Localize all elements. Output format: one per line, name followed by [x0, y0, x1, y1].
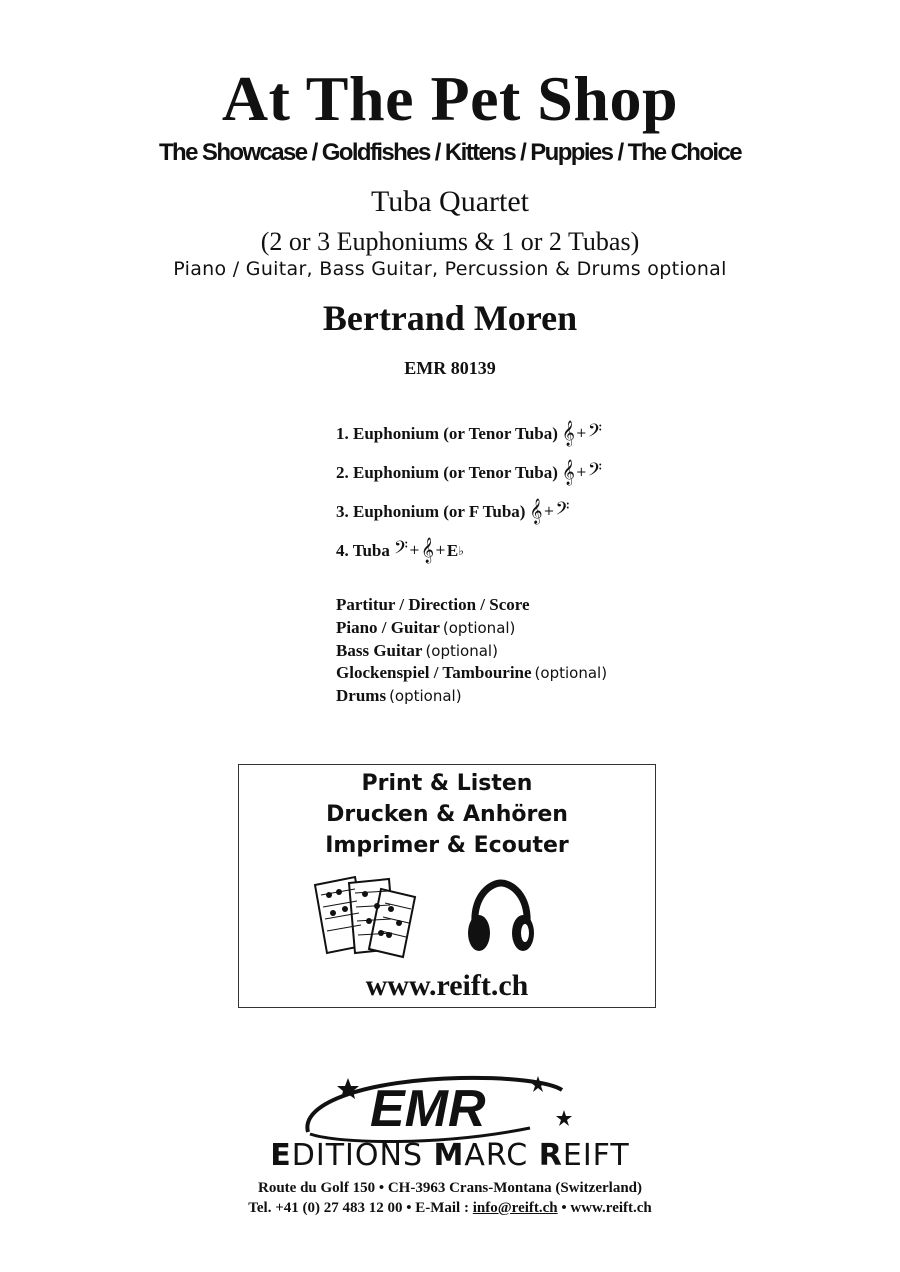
extra-part	[336, 595, 533, 615]
movement-list: The Showcase / Goldfishes / Kittens / Puppies / The Choice	[158, 139, 741, 166]
publisher-contact	[0, 1200, 900, 1217]
print-listen-box	[238, 764, 656, 1008]
publisher-name-part: EIFT	[562, 1138, 630, 1173]
extra-part-note: (optional)	[534, 664, 608, 682]
extra-part-name: Glockenspiel / Tambourine	[336, 663, 532, 682]
catalog-number: EMR 80139	[404, 358, 496, 378]
page-title: At The Pet Shop	[221, 63, 679, 134]
web-text: • www.reift.ch	[557, 1200, 652, 1216]
website-url: www.reift.ch	[365, 969, 529, 1002]
bass-clef-icon: 𝄢	[587, 421, 602, 446]
flat-icon: ♭	[458, 543, 464, 558]
emr-logo	[300, 1072, 590, 1148]
treble-clef-icon: 𝄞	[561, 421, 575, 446]
sheet-music-icon	[311, 873, 423, 959]
publisher-name-part: E	[270, 1138, 292, 1173]
publisher-name-part: DITIONS	[291, 1138, 434, 1173]
extra-part-name: Drums	[336, 686, 387, 705]
publisher-name-part: ARC	[464, 1138, 539, 1173]
part-label: 3. Euphonium (or F Tuba)	[336, 501, 526, 521]
promo-line-en: Print & Listen	[361, 771, 533, 796]
treble-clef-icon: 𝄞	[420, 538, 434, 563]
headphones-icon	[465, 877, 537, 957]
part-line	[336, 460, 602, 485]
optional-instruments-label: Piano / Guitar, Bass Guitar, Percussion & Drums optional	[173, 258, 727, 280]
bass-clef-icon: 𝄢	[393, 538, 409, 563]
extra-part-name: Piano / Guitar	[336, 618, 440, 637]
treble-clef-icon: 𝄞	[529, 499, 543, 524]
part-label: 2. Euphonium (or Tenor Tuba)	[336, 462, 558, 482]
promo-line-de: Drucken & Anhören	[326, 802, 568, 827]
ensemble-label: Tuba Quartet	[370, 185, 530, 218]
clef-group: 𝄞 + 𝄢	[561, 421, 602, 446]
part-line	[336, 538, 464, 563]
bass-clef-icon: 𝄢	[587, 460, 602, 485]
phone-text: Tel. +41 (0) 27 483 12 00 • E-Mail :	[248, 1200, 473, 1216]
extra-part-name: Bass Guitar	[336, 641, 423, 660]
clef-group: 𝄢 + 𝄞 + E ♭	[393, 538, 464, 563]
extra-part	[336, 663, 607, 683]
composer-name: Bertrand Moren	[322, 298, 578, 338]
clef-group: 𝄞 + 𝄢	[529, 499, 570, 524]
star-icon	[556, 1110, 572, 1126]
bass-clef-icon: 𝄢	[555, 499, 570, 524]
part-label: 1. Euphonium (or Tenor Tuba)	[336, 423, 558, 443]
publisher-name-part: M	[433, 1138, 465, 1173]
publisher-address: Route du Golf 150 • CH-3963 Crans-Montana (Switzerland)	[258, 1180, 642, 1196]
extra-part-name: Partitur / Direction / Score	[336, 595, 530, 614]
extra-part	[336, 641, 498, 661]
publisher-name	[0, 1138, 900, 1173]
email-link[interactable]: info@reift.ch	[472, 1200, 558, 1216]
part-line	[336, 499, 570, 524]
extra-part-note: (optional)	[442, 619, 516, 637]
part-label: 4. Tuba	[336, 540, 390, 560]
key-label: E	[446, 540, 459, 560]
logo-text: EMR	[370, 1080, 486, 1138]
extra-part	[336, 686, 462, 706]
promo-line-fr: Imprimer & Ecouter	[325, 833, 569, 858]
extra-part-note: (optional)	[389, 687, 462, 705]
extra-part	[336, 618, 515, 638]
part-line	[336, 421, 602, 446]
treble-clef-icon: 𝄞	[561, 460, 575, 485]
instrumentation-label: (2 or 3 Euphoniums & 1 or 2 Tubas)	[260, 227, 640, 256]
extra-part-note: (optional)	[425, 642, 498, 660]
clef-group: 𝄞 + 𝄢	[561, 460, 602, 485]
publisher-name-part: R	[538, 1138, 563, 1173]
